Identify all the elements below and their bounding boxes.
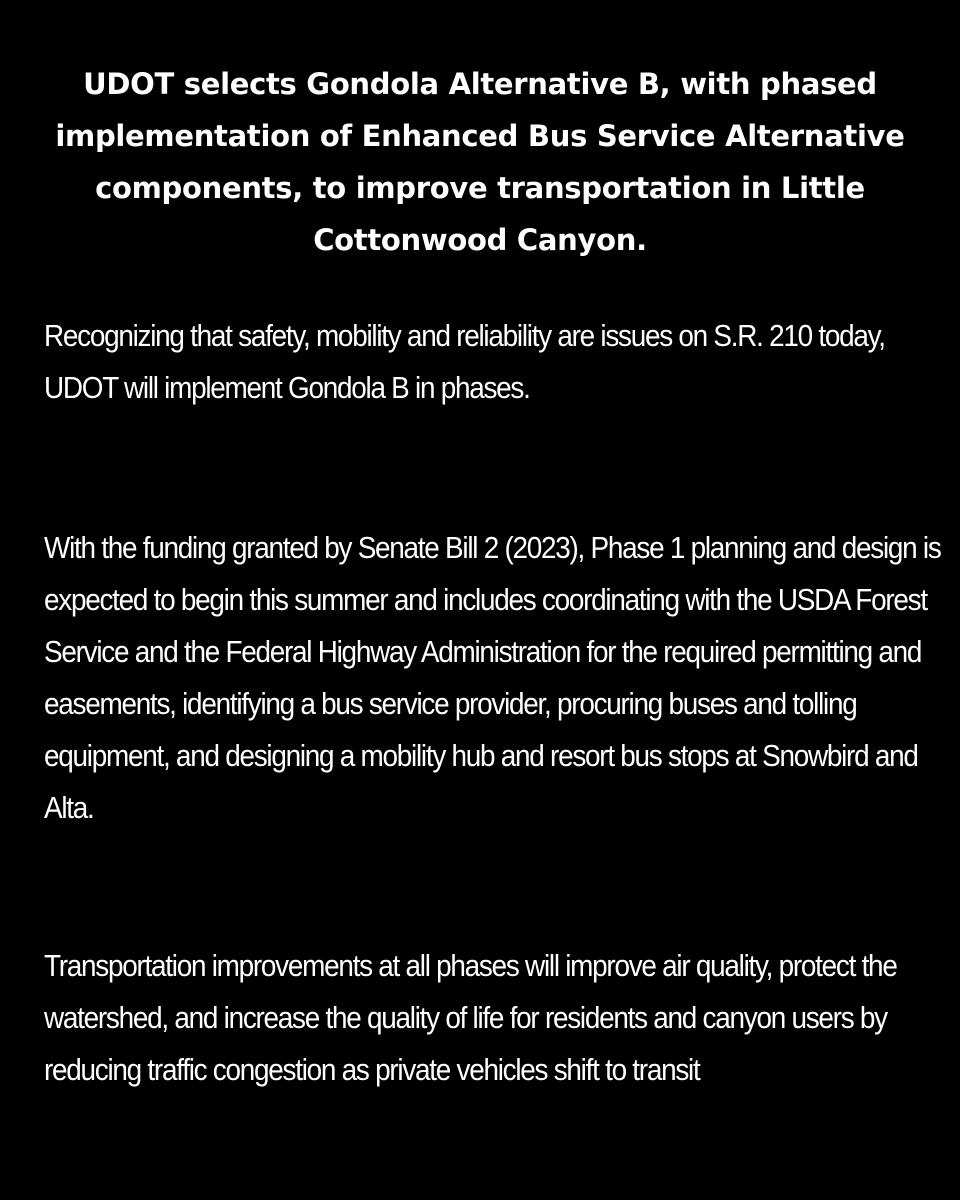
paragraph-benefits: Transportation improvements at all phases will improve air quality, protect the watershed, and increase the quality of life for residents and canyon users by reducing traffic congestion as private vehicles shift to transit (44, 948, 897, 1087)
headline: UDOT selects Gondola Alternative B, with phased implementation of Enhanced Bus Service Alternative components, to improve transportation in Little Cottonwood Canyon. (55, 67, 905, 257)
paragraph-phase-1: With the funding granted by Senate Bill 2 (2023), Phase 1 planning and design is expected to begin this summer and includes coordinating with the USDA Forest Service and the Federal Highway Administration for the required permitting and easements, identifying a bus service provider, procuring buses and tolling equipment, and designing a mobility hub and resort bus stops at Snowbird and Alta. (44, 530, 941, 825)
paragraph-safety: Recognizing that safety, mobility and reliability are issues on S.R. 210 today, UDOT will implement Gondola B in phases. (44, 318, 885, 405)
